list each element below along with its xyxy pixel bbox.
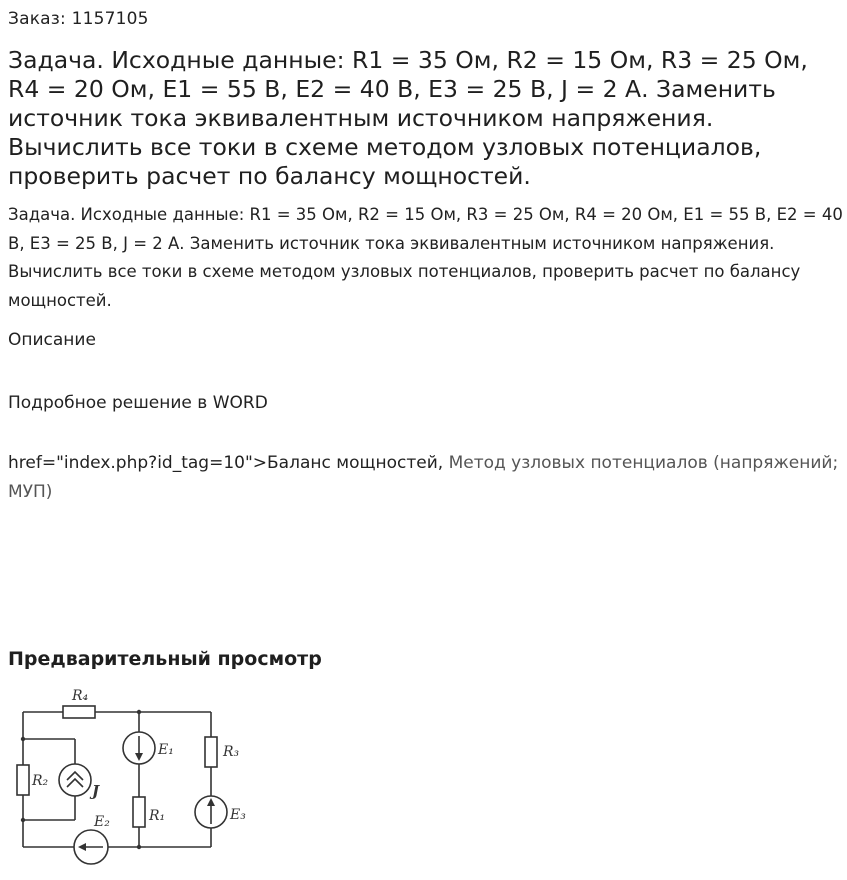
source-e2 (74, 830, 108, 864)
task-title: Задача. Исходные данные: R1 = 35 Ом, R2 = 15 Ом, R3 = 25 Ом, R4 = 20 Ом, E1 = 55 В, E2 = 40 В, E3 = 25 В, J = 2 А. Заменить источник тока эквивалентным источником напряжения. Вычислить все токи в схеме методом узловых потенциалов, проверить расчет по балансу мощностей. (8, 46, 808, 190)
resistor-r2 (17, 765, 29, 795)
preview-heading: Предварительный просмотр (8, 648, 322, 670)
label-r4: R₄ (72, 688, 89, 704)
source-e1 (123, 732, 155, 764)
label-e1: E₁ (158, 742, 174, 758)
description-label: Описание (8, 330, 96, 350)
order-number: Заказ: 1157105 (8, 9, 149, 29)
word-solution-note: Подробное решение в WORD (8, 393, 268, 413)
resistor-r4 (63, 706, 95, 718)
resistor-r1 (133, 797, 145, 827)
circuit-wires (23, 712, 211, 847)
label-r2: R₂ (32, 773, 49, 789)
task-description: Задача. Исходные данные: R1 = 35 Ом, R2 = 15 Ом, R3 = 25 Ом, R4 = 20 Ом, E1 = 55 В, E2 = 40 В, E3 = 25 В, J = 2 А. Заменить источник тока эквивалентным источником напряжения. Вычислить все токи в схеме методом узловых потенциалов, проверить расчет по балансу мощностей. (8, 205, 843, 310)
tags-prefix: href="index.php?id_tag=10">Баланс мощностей, (8, 453, 449, 473)
label-e2: E₂ (94, 814, 110, 830)
tags-line (8, 449, 844, 506)
circuit-schematic (8, 683, 268, 868)
label-r1: R₁ (149, 808, 166, 824)
label-j: J (92, 782, 100, 800)
source-e3 (195, 796, 227, 828)
resistor-r3 (205, 737, 217, 767)
label-e3: E₃ (230, 807, 246, 823)
current-source-j (59, 764, 91, 796)
tag-link-nodal-potentials[interactable]: Метод узловых потенциалов (напряжений; МУП) (8, 453, 839, 502)
label-r3: R₃ (223, 744, 240, 760)
